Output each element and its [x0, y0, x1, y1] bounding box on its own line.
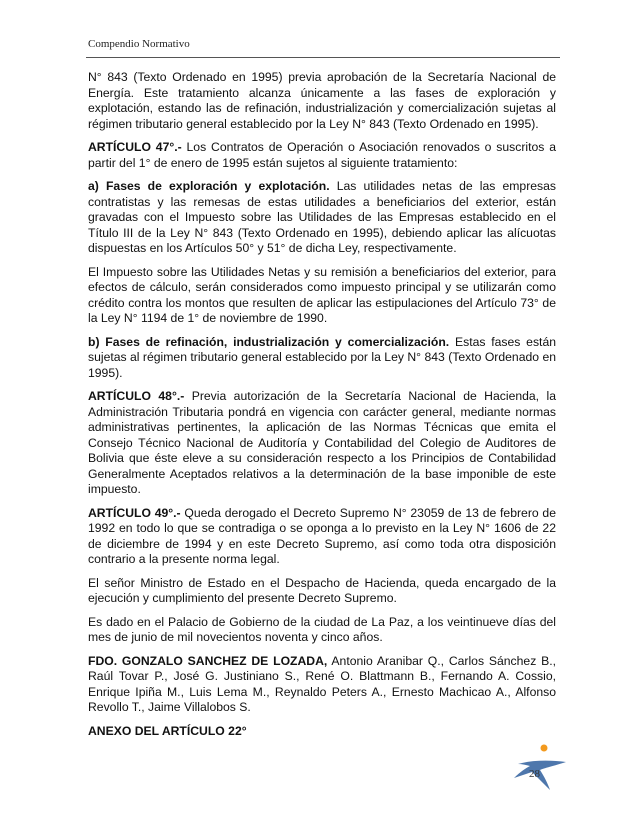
- fase-b-heading: b) Fases de refinación, industrialización y comercialización.: [88, 334, 450, 349]
- paragraph-ministro: El señor Ministro de Estado en el Despacho de Hacienda, queda encargado de la ejecución y cumplimiento del presente Decreto Supremo.: [88, 575, 556, 605]
- fase-b-text: Estas fases están sujetas al régimen tributario general establecido por la Ley N° 843 (Texto Ordenado en 1995).: [88, 334, 556, 380]
- publisher-logo-icon: [510, 742, 570, 792]
- paragraph-firmas: [88, 654, 556, 716]
- articulo-48-text: Previa autorización de la Secretaría Nacional de Hacienda, la Administración Tributaria pondrá en vigencia con carácter general, mediante normas administrativas pertinentes, la aplicación de las Normas Técnicas que emita el Consejo Técnico Nacional de Auditoría y Contabilidad del Colegio de Auditores de Bolivia que éste eleve a su consideración respecto a los Principios de Contabilidad Generalmente Aceptados relativos a la determinación de la base imponible de este impuesto.: [88, 389, 556, 496]
- articulo-49-text: Queda derogado el Decreto Supremo N° 23059 de 13 de febrero de 1992 en todo lo que se contradiga o se oponga a lo previsto en la Ley N° 1606 de 22 de diciembre de 1994 y en este Decreto Supremo, así como toda otra disposición contrario a la presente norma legal.: [88, 505, 556, 566]
- paragraph-1: N° 843 (Texto Ordenado en 1995) previa aprobación de la Secretaría Nacional de Energía. Este tratamiento alcanza únicamente a las fases de exploración y explotación, estando las de refinación, industrialización y comercialización sujetas al régimen tributario general establecido por la Ley N° 843 (Texto Ordenado en 1995).: [88, 70, 556, 131]
- paragraph-articulo-49: [88, 506, 556, 568]
- articulo-47-text: Los Contratos de Operación o Asociación renovados o suscritos a partir del 1° de enero de 1995 están sujetos al siguiente tratamiento:: [88, 140, 556, 170]
- articulo-49-heading: ARTÍCULO 49°.-: [88, 505, 181, 520]
- fase-a-text: Las utilidades netas de las empresas contratistas y las remesas de estas utilidades a beneficiarios del exterior, están gravadas con el Impuesto sobre las Utilidades de las Empresas establecido en el Título III de la Ley N° 843 (Texto Ordenado en 1995), debiendo aplicar las alícuotas dispuestas en los Artículos 50° y 51° de dicha Ley, respectivamente.: [88, 179, 557, 255]
- paragraph-dado-en: Es dado en el Palacio de Gobierno de la ciudad de La Paz, a los veintinueve días del mes de junio de mil novecientos noventa y cinco años.: [88, 614, 556, 644]
- firmas-text: Antonio Aranibar Q., Carlos Sánchez B., Raúl Tovar P., José G. Justiniano S., René O. Blattmann B., Fernando A. Cossio, Enrique Ipiña M., Luis Lema M., Reynaldo Peters A., Ernesto Machicao A., Alfonso Revollo T., Jaime Villalobos S.: [88, 653, 556, 714]
- page-header: Compendio Normativo: [88, 38, 190, 50]
- paragraph-fase-b: [88, 335, 556, 382]
- articulo-47-heading: ARTÍCULO 47°.-: [88, 140, 182, 154]
- paragraph-articulo-47: [88, 140, 556, 171]
- anexo-heading: ANEXO DEL ARTÍCULO 22°: [88, 723, 247, 738]
- articulo-48-heading: ARTÍCULO 48°.-: [88, 389, 185, 403]
- paragraph-articulo-48: [88, 389, 556, 498]
- page-content: [88, 70, 556, 739]
- paragraph-fase-a: [88, 179, 556, 257]
- paragraph-impuesto: El Impuesto sobre las Utilidades Netas y su remisión a beneficiarios del exterior, para efectos de cálculo, serán considerados como impuesto principal y se utilizarán como crédito contra los montos que resulten de aplicar las estipulaciones del Artículo 73° de la Ley N° 1194 de 1° de noviembre de 1990.: [88, 264, 556, 325]
- header-rule: [86, 57, 560, 58]
- fase-a-heading: a) Fases de exploración y explotación.: [88, 179, 330, 193]
- firmas-lead: FDO. GONZALO SANCHEZ DE LOZADA,: [88, 653, 328, 668]
- page-number: 28: [529, 768, 540, 780]
